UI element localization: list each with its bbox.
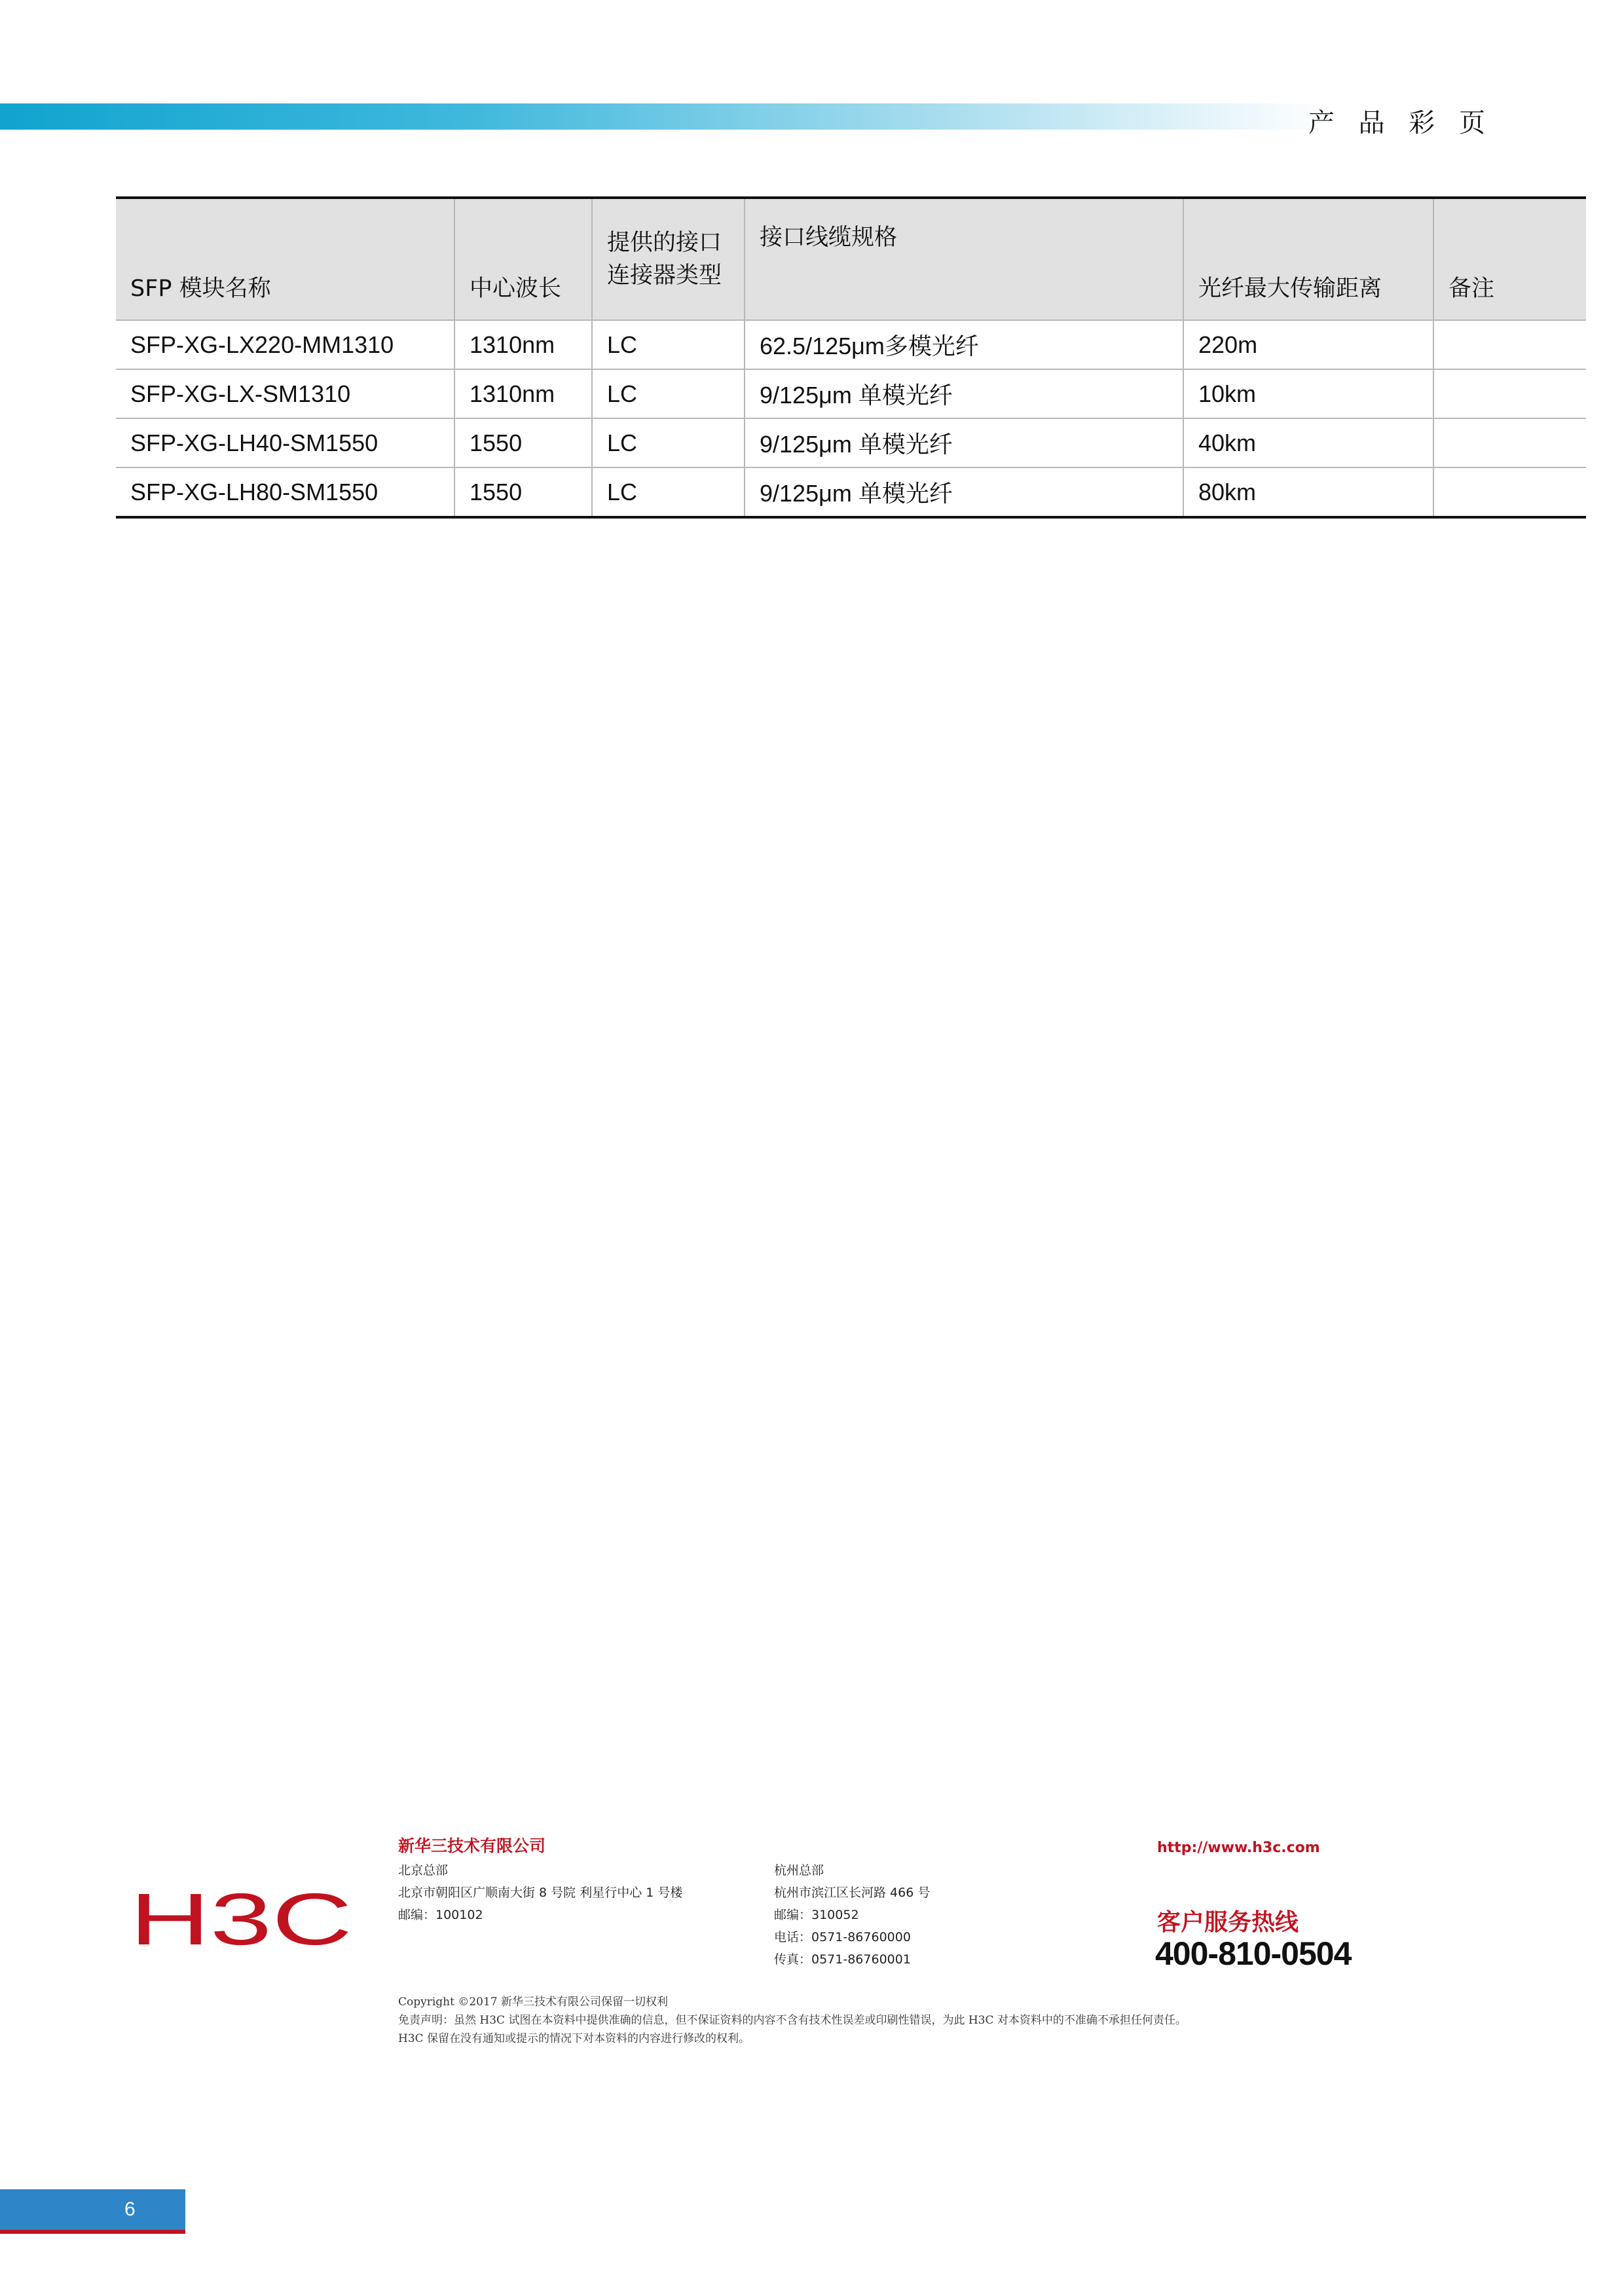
cell-wavelength: 1550 — [454, 467, 592, 517]
cell-max-distance: 10km — [1183, 369, 1433, 418]
cell-connector: LC — [592, 369, 745, 418]
cell-cable-spec: 9/125μm 单模光纤 — [745, 467, 1183, 517]
header-max-distance: 光纤最大传输距离 — [1183, 198, 1433, 320]
beijing-hq-address: 北京市朝阳区广顺南大街 8 号院 利星行中心 1 号楼 — [398, 1886, 683, 1900]
hangzhou-hq-address: 杭州市滨江区长河路 466 号 — [774, 1886, 931, 1900]
page-number: 6 — [124, 2198, 136, 2220]
header-remarks: 备注 — [1433, 198, 1586, 320]
beijing-hq-postcode: 邮编：100102 — [398, 1908, 483, 1922]
website-link[interactable]: http://www.h3c.com — [1157, 1840, 1320, 1856]
h3c-logo-text: H3C — [130, 1889, 352, 1948]
disclaimer-text: 免责声明：虽然 H3C 试图在本资料中提供准确的信息，但不保证资料的内容不含有技术性误差或印刷性错误，为此 H3C 对本资料中的不准确不承担任何责任。 — [398, 2014, 1187, 2027]
header-connector-type-text: 提供的接口 连接器类型 — [607, 230, 722, 289]
header-band — [0, 103, 1329, 130]
cell-module-name: SFP-XG-LX220-MM1310 — [116, 320, 454, 369]
cell-remarks — [1433, 418, 1586, 467]
cell-max-distance: 80km — [1183, 467, 1433, 517]
cell-connector: LC — [592, 418, 745, 467]
header-cable-spec: 接口线缆规格 — [745, 198, 1183, 320]
header-wavelength: 中心波长 — [454, 198, 592, 320]
cell-remarks — [1433, 467, 1586, 517]
cell-connector: LC — [592, 467, 745, 517]
table-row — [116, 418, 1586, 467]
cell-wavelength: 1310nm — [454, 369, 592, 418]
cell-module-name: SFP-XG-LH40-SM1550 — [116, 418, 454, 467]
cell-cable-spec: 9/125μm 单模光纤 — [745, 369, 1183, 418]
h3c-logo — [130, 1889, 352, 1948]
cell-module-name: SFP-XG-LX-SM1310 — [116, 369, 454, 418]
table-header-row — [116, 198, 1586, 320]
hangzhou-hq-fax: 传真：0571-86760001 — [774, 1952, 911, 1967]
cell-wavelength: 1310nm — [454, 320, 592, 369]
hangzhou-hq-postcode: 邮编：310052 — [774, 1908, 859, 1922]
table-row — [116, 320, 1586, 369]
table-row — [116, 369, 1586, 418]
cell-cable-spec: 9/125μm 单模光纤 — [745, 418, 1183, 467]
rights-note-text: H3C 保留在没有通知或提示的情况下对本资料的内容进行修改的权利。 — [398, 2032, 750, 2045]
beijing-hq-title: 北京总部 — [398, 1863, 449, 1878]
cell-remarks — [1433, 320, 1586, 369]
legal-notice — [398, 1993, 1187, 2048]
sfp-module-table — [116, 196, 1586, 519]
header-module-name: SFP 模块名称 — [116, 198, 454, 320]
company-name: 新华三技术有限公司 — [398, 1836, 546, 1855]
header-connector-type — [592, 198, 745, 320]
cell-module-name: SFP-XG-LH80-SM1550 — [116, 467, 454, 517]
section-title: 产 品 彩 页 — [1308, 108, 1493, 138]
cell-max-distance: 40km — [1183, 418, 1433, 467]
cell-connector: LC — [592, 320, 745, 369]
hangzhou-hq-phone: 电话：0571-86760000 — [774, 1930, 911, 1944]
cell-wavelength: 1550 — [454, 418, 592, 467]
hangzhou-hq-title: 杭州总部 — [774, 1863, 824, 1878]
table-row — [116, 467, 1586, 517]
copyright-text: Copyright ©2017 新华三技术有限公司保留一切权利 — [398, 1995, 669, 2009]
hotline-number: 400-810-0504 — [1155, 1935, 1352, 1972]
company-info-beijing — [398, 1833, 682, 1926]
company-info-hangzhou — [774, 1859, 930, 1971]
cell-max-distance: 220m — [1183, 320, 1433, 369]
hotline-label: 客户服务热线 — [1157, 1909, 1299, 1936]
cell-remarks — [1433, 369, 1586, 418]
cell-cable-spec: 62.5/125μm多模光纤 — [745, 320, 1183, 369]
